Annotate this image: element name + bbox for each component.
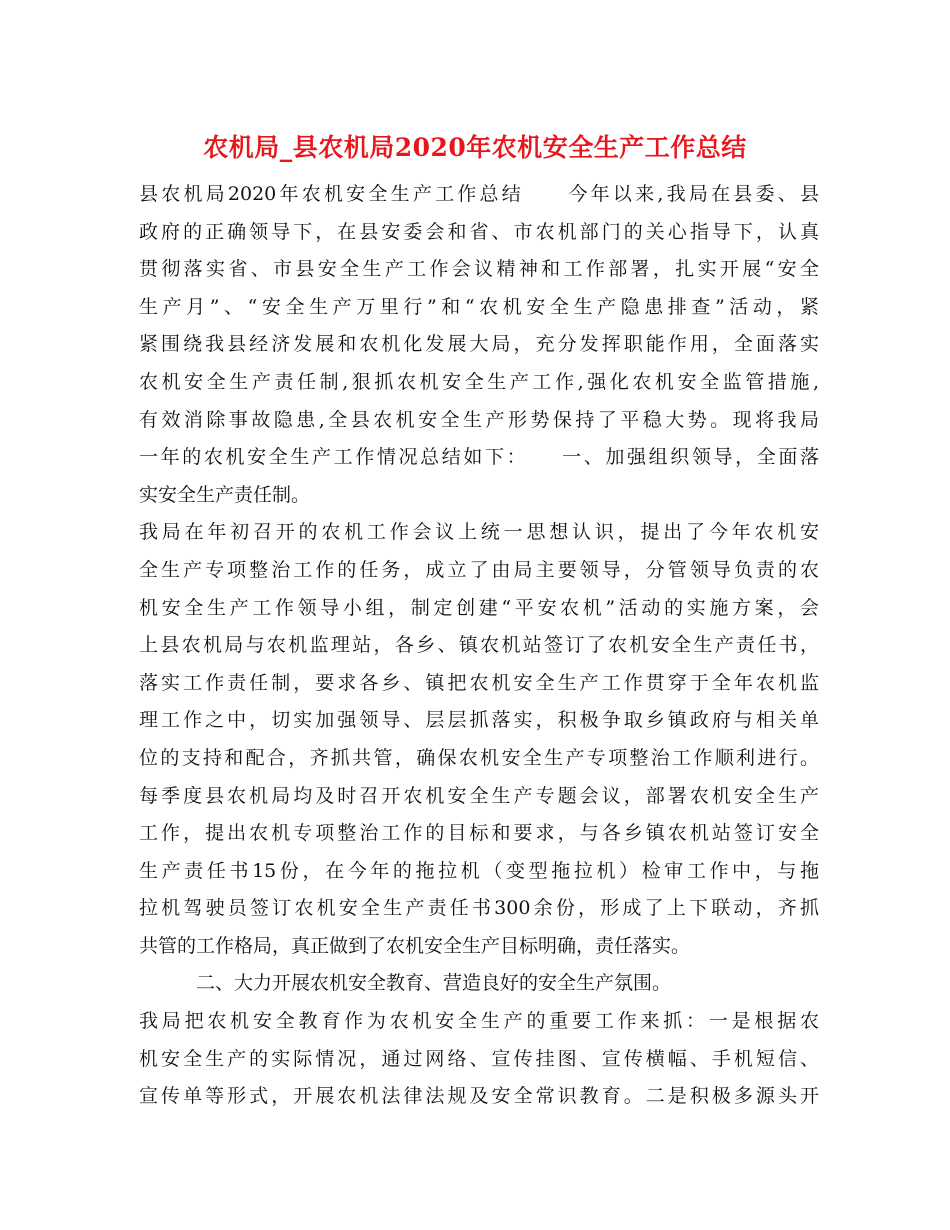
body-line: 紧围绕我县经济发展和农机化发展大局，充分发挥职能作用，全面落实 [139,333,819,356]
body-line: 每季度县农机局均及时召开农机安全生产专题会议，部署农机安全生产 [139,784,819,807]
body-line: 全生产专项整治工作的任务，成立了由局主要领导，分管领导负责的农 [139,558,819,581]
body-line: 农机安全生产责任制,狠抓农机安全生产工作,强化农机安全监管措施, [139,370,819,393]
body-line: 实安全生产责任制。 [139,483,311,506]
body-line: 机安全生产的实际情况，通过网络、宣传挂图、宣传横幅、手机短信、 [139,1047,819,1070]
body-line: 我局把农机安全教育作为农机安全生产的重要工作来抓：一是根据农 [139,1010,819,1033]
section-heading: 二、大力开展农机安全教育、营造良好的安全生产氛围。 [139,972,672,995]
body-line: 贯彻落实省、市县安全生产工作会议精神和工作部署，扎实开展“安全 [139,258,819,281]
body-line: 落实工作责任制，要求各乡、镇把农机安全生产工作贯穿于全年农机监 [139,671,819,694]
body-line: 有效消除事故隐患,全县农机安全生产形势保持了平稳大势。现将我局 [139,408,819,431]
body-line: 共管的工作格局，真正做到了农机安全生产目标明确，责任落实。 [139,934,691,957]
document-body [139,176,819,1116]
body-line: 工作，提出农机专项整治工作的目标和要求，与各乡镇农机站签订安全 [139,822,819,845]
body-line: 机安全生产工作领导小组，制定创建“平安农机”活动的实施方案，会 [139,596,819,619]
body-line: 我局在年初召开的农机工作会议上统一思想认识，提出了今年农机安 [139,521,819,544]
body-line: 拉机驾驶员签订农机安全生产责任书300余份，形成了上下联动，齐抓 [139,897,819,920]
body-line: 一年的农机安全生产工作情况总结如下： 一、加强组织领导，全面落 [139,446,819,469]
document-title: 农机局_县农机局2020年农机安全生产工作总结 [203,133,747,162]
body-line: 上县农机局与农机监理站，各乡、镇农机站签订了农机安全生产责任书， [139,634,819,657]
body-line: 生产责任书15份，在今年的拖拉机（变型拖拉机）检审工作中，与拖 [139,859,819,882]
body-line: 政府的正确领导下，在县安委会和省、市农机部门的关心指导下，认真 [139,220,819,243]
body-line: 位的支持和配合，齐抓共管，确保农机安全生产专项整治工作顺利进行。 [139,746,819,769]
body-line: 县农机局2020年农机安全生产工作总结 今年以来,我局在县委、县 [139,183,819,205]
body-line: 宣传单等形式，开展农机法律法规及安全常识教育。二是积极多源头开 [139,1085,819,1108]
body-line: 生产月”、“安全生产万里行”和“农机安全生产隐患排查”活动，紧 [139,295,819,318]
body-line: 理工作之中，切实加强领导、层层抓落实，积极争取乡镇政府与相关单 [139,709,819,732]
